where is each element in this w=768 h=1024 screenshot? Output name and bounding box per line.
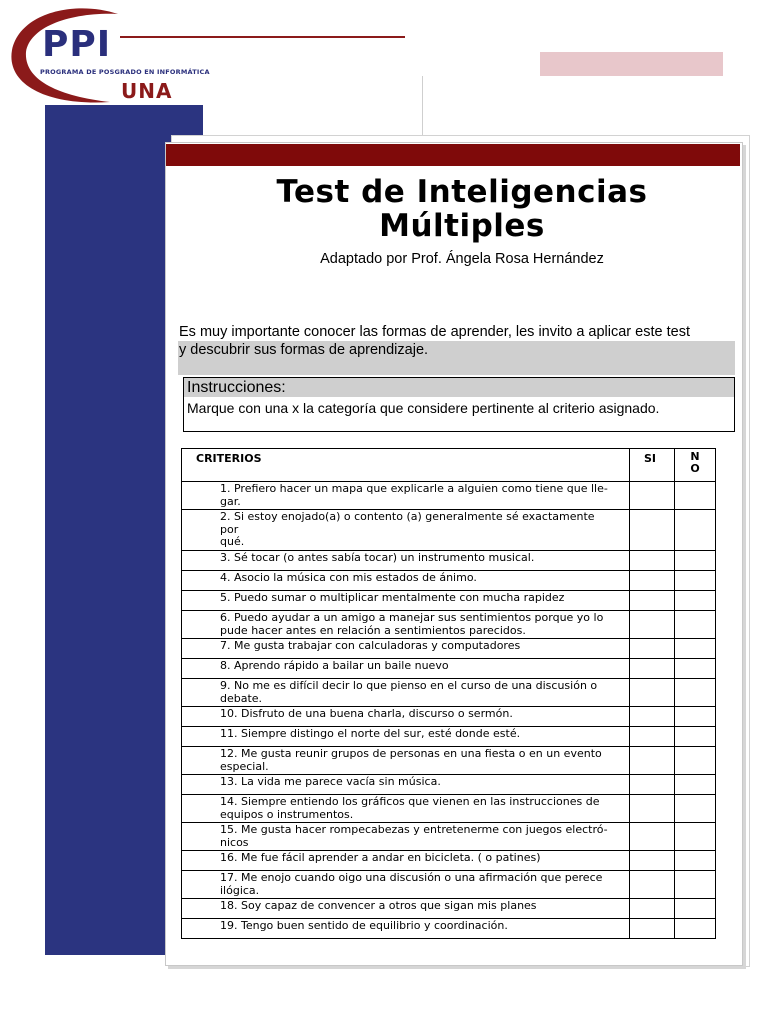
criterion-text (182, 823, 630, 851)
header-yes: SI (630, 449, 675, 482)
no-cell[interactable] (675, 639, 716, 659)
criterion-line: 7. Me gusta trabajar con calculadoras y computadores (220, 639, 521, 652)
criterion-line: por (220, 522, 239, 536)
instructions-title: Instrucciones: (187, 379, 286, 396)
yes-cell[interactable] (630, 851, 675, 871)
criterion-text (182, 851, 630, 871)
logo-divider (120, 36, 405, 38)
no-cell[interactable] (675, 679, 716, 707)
criterion-line: 2. Si estoy enojado(a) o contento (a) generalmente sé exactamente (220, 510, 595, 523)
title-line-2: Múltiples (379, 208, 545, 244)
criterion-line: nicos (220, 835, 249, 849)
criterion-text (182, 571, 630, 591)
no-cell[interactable] (675, 795, 716, 823)
criterion-text (182, 795, 630, 823)
logo-una-text: UNA (121, 79, 173, 103)
criterion-text (182, 899, 630, 919)
table-row (182, 551, 716, 571)
table-row (182, 639, 716, 659)
yes-cell[interactable] (630, 775, 675, 795)
yes-cell[interactable] (630, 823, 675, 851)
table-row (182, 679, 716, 707)
intro-paragraph (179, 323, 744, 359)
pink-banner (540, 52, 723, 76)
no-cell[interactable] (675, 591, 716, 611)
criterion-line: 12. Me gusta reunir grupos de personas en una fiesta o en un evento (220, 747, 602, 760)
criterion-line: qué. (220, 535, 245, 548)
table-row (182, 795, 716, 823)
criterion-line: 15. Me gusta hacer rompecabezas y entretenerme con juegos electró- (220, 823, 608, 836)
criterion-line: 9. No me es difícil decir lo que pienso en el curso de una discusión o (220, 679, 598, 692)
no-cell[interactable] (675, 775, 716, 795)
table-header-row (182, 449, 716, 482)
criterion-line: 19. Tengo buen sentido de equilibrio y coordinación. (220, 919, 508, 932)
table-row (182, 851, 716, 871)
criterion-text (182, 707, 630, 727)
criterion-line: 3. Sé tocar (o antes sabía tocar) un instrumento musical. (220, 551, 535, 564)
criterion-text (182, 659, 630, 679)
instructions-box (183, 377, 735, 432)
logo-tagline: PROGRAMA DE POSGRADO EN INFORMÁTICA (40, 68, 210, 76)
table-row (182, 919, 716, 939)
table-row (182, 775, 716, 795)
criterion-line: 5. Puedo sumar o multiplicar mentalmente con mucha rapidez (220, 591, 565, 604)
table-row (182, 611, 716, 639)
yes-cell[interactable] (630, 727, 675, 747)
header-no-line-1: N (690, 450, 700, 463)
page-subtitle: Adaptado por Prof. Ángela Rosa Hernández (320, 251, 604, 267)
no-cell[interactable] (675, 899, 716, 919)
yes-cell[interactable] (630, 510, 675, 551)
yes-cell[interactable] (630, 482, 675, 510)
criterion-text (182, 919, 630, 939)
table-row (182, 659, 716, 679)
criterion-line: 16. Me fue fácil aprender a andar en bicicleta. ( o patines) (220, 851, 541, 864)
criterion-text (182, 639, 630, 659)
intro-line-2: y descubrir sus formas de aprendizaje. (179, 342, 429, 358)
instructions-header (184, 378, 734, 397)
no-cell[interactable] (675, 851, 716, 871)
criterion-text (182, 611, 630, 639)
table-row (182, 591, 716, 611)
no-cell[interactable] (675, 871, 716, 899)
no-cell[interactable] (675, 510, 716, 551)
criterion-line: 11. Siempre distingo el norte del sur, esté donde esté. (220, 727, 521, 740)
yes-cell[interactable] (630, 639, 675, 659)
criterion-line: ilógica. (220, 883, 260, 897)
document-page (165, 142, 743, 966)
yes-cell[interactable] (630, 591, 675, 611)
criterion-line: 4. Asocio la música con mis estados de ánimo. (220, 571, 477, 584)
criterion-text (182, 747, 630, 775)
no-cell[interactable] (675, 823, 716, 851)
no-cell[interactable] (675, 747, 716, 775)
table-row (182, 482, 716, 510)
criterion-line: 17. Me enojo cuando oigo una discusión o una afirmación que perece (220, 871, 603, 884)
criteria-table (181, 448, 716, 939)
criterion-line: especial. (220, 759, 269, 773)
no-cell[interactable] (675, 571, 716, 591)
table-row (182, 510, 716, 551)
table-row (182, 823, 716, 851)
yes-cell[interactable] (630, 899, 675, 919)
criterion-line: 6. Puedo ayudar a un amigo a manejar sus sentimientos porque yo lo (220, 611, 604, 624)
criterion-line: 1. Prefiero hacer un mapa que explicarle a alguien como tiene que lle- (220, 482, 608, 495)
yes-cell[interactable] (630, 795, 675, 823)
yes-cell[interactable] (630, 659, 675, 679)
criterion-line: 14. Siempre entiendo los gráficos que vienen en las instrucciones de (220, 795, 600, 808)
criterion-line: 8. Aprendo rápido a bailar un baile nuevo (220, 659, 449, 672)
criterion-text (182, 510, 630, 551)
header-no-line-2: O (690, 462, 700, 475)
yes-cell[interactable] (630, 679, 675, 707)
yes-cell[interactable] (630, 919, 675, 939)
no-cell[interactable] (675, 659, 716, 679)
no-cell[interactable] (675, 919, 716, 939)
header-no (675, 449, 716, 482)
yes-cell[interactable] (630, 551, 675, 571)
yes-cell[interactable] (630, 611, 675, 639)
no-cell[interactable] (675, 707, 716, 727)
yes-cell[interactable] (630, 571, 675, 591)
criterion-text (182, 775, 630, 795)
table-row (182, 707, 716, 727)
table-row (182, 747, 716, 775)
no-cell[interactable] (675, 727, 716, 747)
criterion-line: debate. (220, 691, 263, 705)
criterion-text (182, 551, 630, 571)
yes-cell[interactable] (630, 747, 675, 775)
criterion-line: 18. Soy capaz de convencer a otros que sigan mis planes (220, 899, 537, 912)
criterion-text (182, 679, 630, 707)
title-line-1: Test de Inteligencias (276, 174, 648, 210)
criterion-text (182, 871, 630, 899)
intro-line-1: Es muy importante conocer las formas de aprender, les invito a aplicar este test (179, 324, 690, 340)
table-row (182, 899, 716, 919)
page-title (166, 175, 758, 243)
logo-ppi-text: PPI (42, 24, 112, 65)
criterion-text (182, 482, 630, 510)
header-criteria: CRITERIOS (182, 449, 630, 482)
vertical-divider (422, 76, 423, 136)
yes-cell[interactable] (630, 871, 675, 899)
table-row (182, 871, 716, 899)
table-row (182, 727, 716, 747)
criterion-line: gar. (220, 494, 241, 508)
table-row (182, 571, 716, 591)
header-bar (166, 144, 740, 166)
criterion-line: 10. Disfruto de una buena charla, discurso o sermón. (220, 707, 513, 720)
criterion-line: 13. La vida me parece vacía sin música. (220, 775, 441, 788)
criterion-text (182, 727, 630, 747)
instructions-text: Marque con una x la categoría que considere pertinente al criterio asignado. (187, 400, 660, 416)
criterion-text (182, 591, 630, 611)
yes-cell[interactable] (630, 707, 675, 727)
no-cell[interactable] (675, 482, 716, 510)
no-cell[interactable] (675, 551, 716, 571)
criterion-line: pude hacer antes en relación a sentimientos parecidos. (220, 623, 526, 637)
criterion-line: equipos o instrumentos. (220, 807, 354, 821)
no-cell[interactable] (675, 611, 716, 639)
